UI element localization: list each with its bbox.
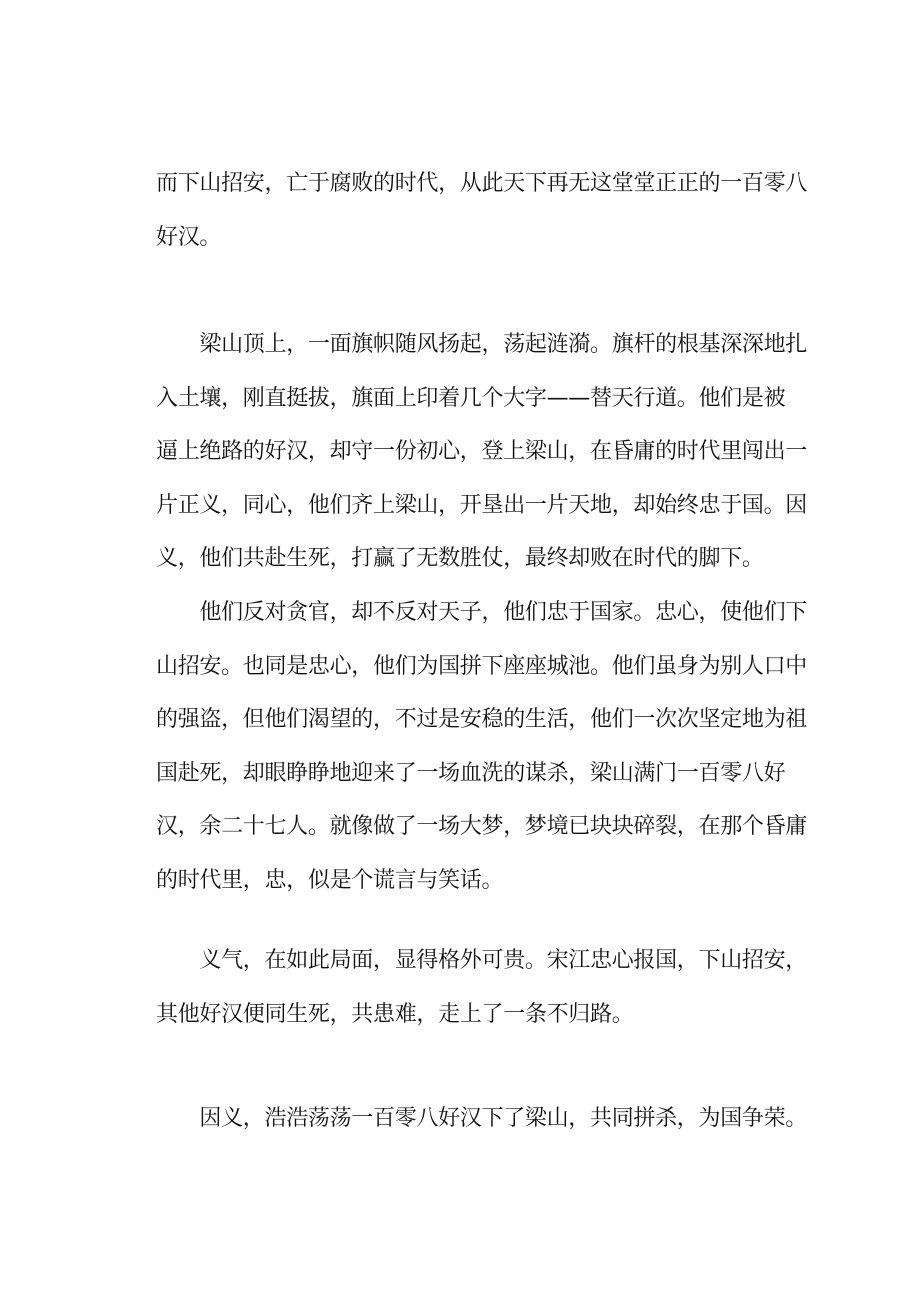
text-line: 好汉。 [156,224,222,250]
text-line: 汉，余二十七人。就像做了一场大梦，梦境已块块碎裂，在那个昏庸 [156,814,808,839]
text-line: 梁山顶上，一面旗帜随风扬起，荡起涟漪。旗杆的根基深深地扎 [156,332,808,357]
text-line: 山招安。也同是忠心，他们为国拼下座座城池。他们虽身为别人口中 [156,653,808,679]
text-line: 入土壤，刚直挺拔，旗面上印着几个大字——替天行道。他们是被 [156,385,786,411]
text-line: 他们反对贪官，却不反对天子，他们忠于国家。忠心，使他们下 [156,600,808,625]
text-line: 而下山招安，亡于腐败的时代，从此天下再无这堂堂正正的一百零八 [156,171,808,196]
paragraph [156,157,808,264]
text-line: 的时代里，忠，似是个谎言与笑话。 [156,867,504,893]
text-line: 的强盗，但他们渴望的，不过是安稳的生活，他们一次次坚定地为祖 [156,707,808,732]
text-line: 义，他们共赴生死，打赢了无数胜仗，最终却败在时代的脚下。 [156,546,764,571]
text-line: 因义，浩浩荡荡一百零八好汉下了梁山，共同拼杀，为国争荣。 [156,1106,808,1131]
paragraph [156,1092,808,1146]
text-line: 国赴死，却眼睁睁地迎来了一场血洗的谋杀，梁山满门一百零八好 [156,760,786,786]
text-line: 逼上绝路的好汉，却守一份初心，登上梁山，在昏庸的时代里闯出一 [156,439,808,464]
text-line: 其他好汉便同生死，共患难，走上了一条不归路。 [156,1001,634,1027]
paragraph [156,586,808,907]
text-line: 片正义，同心，他们齐上梁山，开垦出一片天地，却始终忠于国。因 [156,492,808,518]
paragraph [156,318,808,586]
paragraph [156,934,808,1041]
text-line: 义气，在如此局面，显得格外可贵。宋江忠心报国，下山招安， [156,948,808,973]
